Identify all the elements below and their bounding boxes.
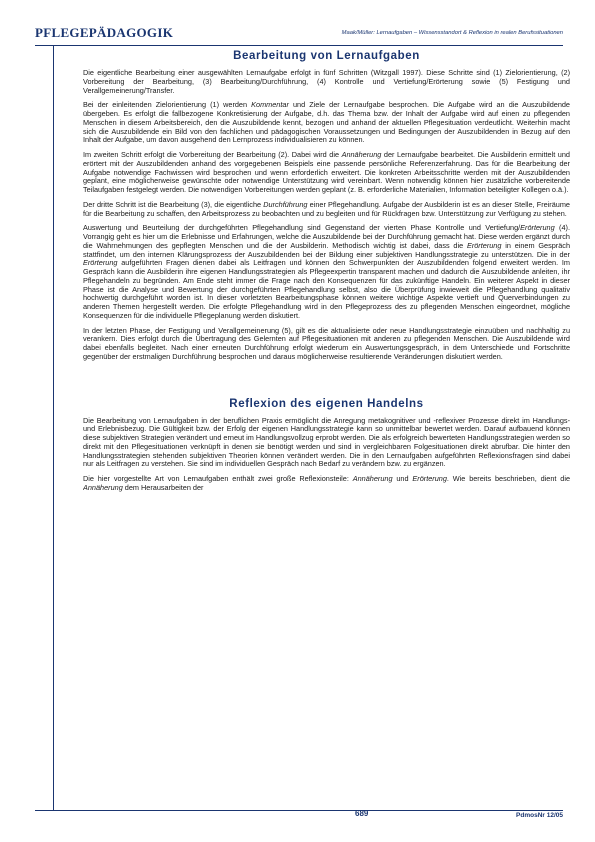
paragraph (83, 224, 570, 320)
emphasis: Annäherung (83, 482, 123, 492)
section-heading-bearbeitung: Bearbeitung von Lernaufgaben (233, 50, 420, 62)
article-body (83, 46, 570, 806)
journal-logo: PFLEGEPÄDAGOGIK (35, 25, 174, 40)
page-header (35, 25, 563, 44)
emphasis: Erörterung (412, 474, 447, 483)
text-span: (4). Vorrangig geht es hier um die Erlebnisse und Erfahrungen, welche die Auszubildende bei der Durchführung gemacht hat. Diese werden ergänzt durch die Wahrnehmungen des gepflegten Menschen und die der Ausbilderin. Methodisch wichtig ist dabei, dass die (83, 223, 570, 250)
text-span: einer Pflegehandlung. Aufgabe der Ausbilderin ist es an dieser Stelle, Freiräume für die Bearbeitung zu schaffen, den Arbeitsprozess zu beobachten und zu begleiten und für Rückfragen bzw. Unterstützung zur Verfügung zu stehen. (83, 199, 570, 218)
text-span: Bei der einleitenden Zielorientierung (1) werden (83, 100, 252, 110)
text-span: Die hier vorgestellte Art von Lernaufgaben enthält zwei große Reflexionsteile: (83, 474, 353, 483)
emphasis: Annäherung (352, 474, 393, 483)
text-span: Der dritte Schritt ist die Bearbeitung (3), die eigentliche (83, 199, 264, 209)
paragraph (83, 475, 570, 493)
text-span: aufgeführten Fragen dienen dabei als Leitfragen und können den Schwerpunkten der Auszubildenden folgend erweitert werden. Im Gespräch kann die Ausbilderin ihre eigenen Handlungsstrategien als Pflegeexpertin transparent machen und dadurch die Auszubildende anleiten, ihr Pflegehandeln zu begründen. Am Ende steht immer die Frage nach den Konsequenzen für das zukünftige Handeln. Ein weiterer Aspekt in dieser Phase ist die Analyse und Bewertung der durchgeführten Pflegehandlung selbst, also die Überprüfung inwieweit die Pflegehandlung qualitativ hochwertig durchgeführt worden ist. In dieser vorletzten Bearbeitungsphase können weitere wichtige Aspekte vertieft und Querverbindungen zu anderen Themen hergestellt werden. Die erfolgte Pflegehandlung wird in den Pflegeprozess des zu pflegenden Menschen eingeordnet, mögliche Konsequenzen für die individuelle Pflegeplanung werden diskutiert. (83, 258, 570, 320)
text-span: . Wie bereits beschrieben, dient die (446, 474, 570, 483)
paragraph: In der letzten Phase, der Festigung und Verallgemeinerung (5), gilt es die aktualisierte oder neue Handlungsstrategie einzuüben und nachhaltig zu verankern. Dies erfolgt durch die Übertragung des Gelernten auf Pflegesituationen mit anderen zu pflegenden Menschen. Die Auszubildende wird dabei ebenfalls begleitet. Nach einer erneuten Durchführung erfolgt wiederum ein Auswertungsgespräch, in dem Unterschiede und Fortschritte gegenüber der erstmaligen Durchführung besprochen und daraus möglicherweise resultierende Veränderungen diskutiert werden. (83, 325, 570, 361)
emphasis: Durchführung (263, 199, 308, 209)
text-span: dem Herausarbeiten der (122, 482, 204, 492)
paragraph (83, 101, 570, 145)
text-span: Auswertung und Beurteilung der durchgeführten Pflegehandlung sind Gegenstand der vierten Phase Kontrolle und Vertiefung/ (83, 223, 521, 233)
text-span: und (392, 474, 413, 483)
paragraph (83, 201, 570, 219)
section-heading-reflexion: Reflexion des eigenen Handelns (229, 397, 424, 410)
text-span: und Ziele der Lernaufgabe besprochen. Die Aufgabe wird an die Auszubildende übergeben. Es erfolgt die fallbezogene Konkretisierung der Aufgabe, d.h. das Thema bzw. der Inhalt der Aufgabe wird auf einen zu pflegenden Menschen in diesem Arbeitsbereich, den die Auszubildende kennt, bezogen und anhand der aktuellen Pflegesituation verdeutlicht. Weiterhin macht sich die Auszubildende ein Bild von den fachlichen und pädagogischen Voraussetzungen und Bedingungen der Auszubildenden in Bezug auf den Inhalt der Aufgabe, um davon ausgehend den Lernprozess individualisieren zu können. (83, 100, 570, 145)
paragraph: Die Bearbeitung von Lernaufgaben in der beruflichen Praxis ermöglicht die Anregung metakognitiver und -reflexiver Prozesse direkt im Handlungs- und Erlebnisbezug. Die Gültigkeit bzw. der Erfolg der eigenen Handlungsstrategie kann so unmittelbar bewertet werden. Darauf aufbauend können diese subjektiven Strategien verändert und erneut im Handlungsvollzug erprobt werden. Die als erfolgreich bewerteten Handlungsstrategien werden so direkt mit den Pflegesituationen verknüpft in denen sie benötigt werden und sind in vergleichbaren Folgesituationen direkt abrufbar. Die hinter den Handlungsstrategien stehenden subjektiven Theorien können verändert werden. Die in den Lernaufgaben aufgeführten Reflexionsfragen sind dabei nur als Leitfragen zu verstehen. Sie sind im individuellen Gespräch nach Bedarf zu verändern bzw. zu ergänzen. (83, 415, 570, 469)
page-number: 689 (355, 809, 369, 818)
emphasis: Kommentar (251, 100, 289, 110)
footer-rule (35, 810, 563, 811)
text-span: der Lernaufgabe bearbeitet. Die Ausbilderin ermittelt und erörtert mit der Auszubildenden anhand des vorgegebenen Beispiels eine passende persönliche Referenzerfahrung. Das für die Bearbeitung der Aufgabe notwendige Fachwissen wird besprochen und wenn erforderlich erweitert. Die konkreten Arbeitsschritte werden mit der Auszubildenden geplant, eine möglicherweise gewünschte oder notwendige Unterstützung wird vereinbart. Wenn notwendig können hier zusätzliche vorbereitende Teilaufgaben festgelegt werden. Die notwendigen Vorbereitungen werden geplant (z. B. erforderliche Materialien, Information beteiligter Kollegen o.ä.). (83, 150, 570, 194)
running-title: Maak/Müller: Lernaufgaben – Wissensstandort & Reflexion in realen Berufssituationen (341, 30, 563, 36)
journal-issue: PdmosNr 12/05 (516, 812, 563, 819)
text-span: in einem Gespräch stattfindet, um den internen Klärungsprozess der Auszubildenden bei der Bildung einer subjektiven Handlungsstrategie zu unterstützen. Die in der (83, 240, 570, 259)
emphasis: Erörterung (466, 240, 502, 250)
paragraph: Die eigentliche Bearbeitung einer ausgewählten Lernaufgabe erfolgt in fünf Schritten (Witzgall 1997). Diese Schritte sind (1) Zielorientierung, (2) Vorbereitung der Bearbeitung, (3) Bearbeitung/Durchführung, (4) Kontrolle und Vertiefung/Erörterung sowie (5) Festigung und Verallgemeinerung/Transfer. (83, 68, 570, 95)
left-frame-line (53, 46, 54, 810)
paragraph (83, 151, 570, 195)
emphasis: Erörterung (520, 223, 555, 233)
emphasis: Annäherung (341, 150, 382, 159)
emphasis: Erörterung (83, 258, 118, 268)
text-span: Im zweiten Schritt erfolgt die Vorbereitung der Bearbeitung (2). Dabei wird die (83, 150, 342, 159)
